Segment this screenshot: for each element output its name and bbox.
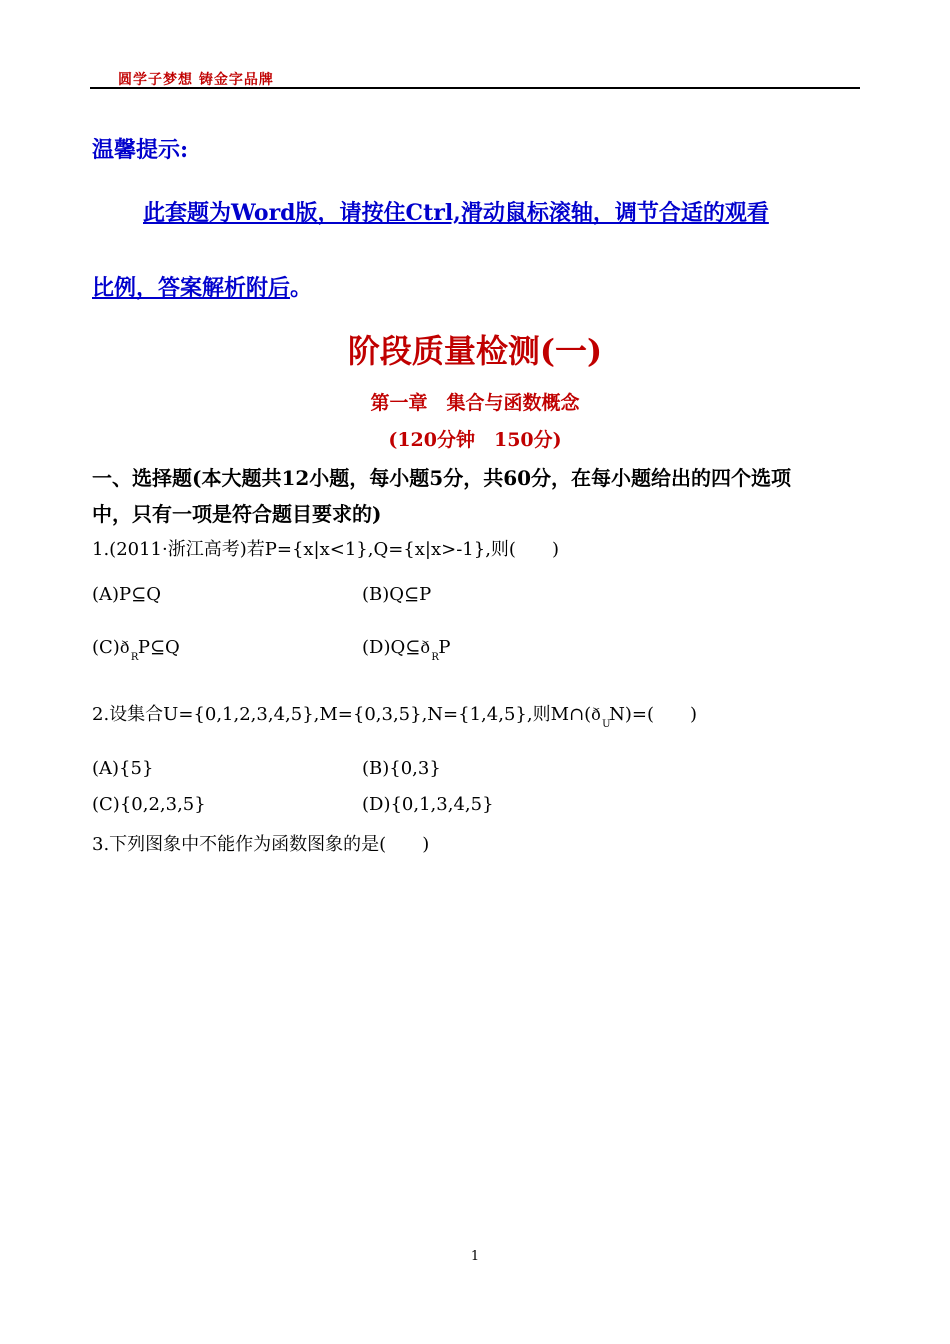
- question-2-option-c: (C){0,2,3,5}: [92, 794, 206, 815]
- document-title: 阶段质量检测(一): [347, 332, 603, 370]
- header-brand: 圆学子梦想 铸金字品牌: [118, 72, 274, 88]
- question-2-option-d: (D){0,1,3,4,5}: [362, 794, 494, 815]
- chapter-heading: 第一章 集合与函数概念: [370, 392, 580, 414]
- complement-subscript: U: [602, 719, 611, 730]
- header-divider: [90, 87, 860, 89]
- option-c-rest: P⊆Q: [137, 637, 180, 658]
- complement-subscript: R: [130, 652, 139, 663]
- question-3-stem: 3.下列图象中不能作为函数图象的是( ): [92, 834, 430, 855]
- tip-text-line-2: [92, 271, 312, 302]
- option-d-rest: P: [438, 637, 451, 658]
- option-d-prefix: (D)Q⊆: [362, 637, 421, 658]
- tip-text-line-2-tail: 。: [290, 275, 313, 301]
- complement-glyph: ð: [591, 705, 601, 724]
- question-2-stem-rest: N)=( ): [609, 704, 698, 725]
- question-1-option-d: [362, 637, 451, 663]
- question-1-option-a: (A)P⊆Q: [92, 584, 161, 605]
- tip-text-line-2-main: 比例，答案解析附后: [92, 275, 291, 301]
- option-c-prefix: (C): [92, 637, 120, 658]
- question-1-stem: 1.(2011·浙江高考)若P={x|x<1},Q={x|x>-1},则( ): [92, 539, 559, 560]
- section-heading-line-2: 中，只有一项是符合题目要求的): [92, 502, 382, 526]
- question-1-option-b: (B)Q⊆P: [362, 584, 432, 605]
- complement-symbol: [119, 637, 139, 663]
- section-heading-line-1: 一、选择题(本大题共12小题，每小题5分，共60分，在每小题给出的四个选项: [92, 466, 792, 490]
- question-2-option-a: (A){5}: [92, 758, 154, 779]
- complement-subscript: R: [431, 652, 439, 663]
- tip-heading: 温馨提示:: [92, 137, 189, 163]
- question-2-stem: [92, 700, 698, 730]
- question-1-option-c: [92, 637, 180, 663]
- tip-text-line-1: 此套题为Word版，请按住Ctrl,滑动鼠标滚轴，调节合适的观看: [143, 200, 769, 226]
- complement-glyph: ð: [119, 638, 130, 657]
- complement-symbol: [420, 637, 439, 663]
- complement-glyph: ð: [420, 638, 430, 657]
- question-2-option-b: (B){0,3}: [362, 758, 441, 779]
- complement-symbol: [591, 704, 611, 730]
- page-number: 1: [470, 1249, 480, 1264]
- question-2-stem-prefix: 2.设集合U={0,1,2,3,4,5},M={0,3,5},N={1,4,5},则M∩(: [92, 704, 592, 725]
- exam-duration: (120分钟 150分): [388, 429, 562, 451]
